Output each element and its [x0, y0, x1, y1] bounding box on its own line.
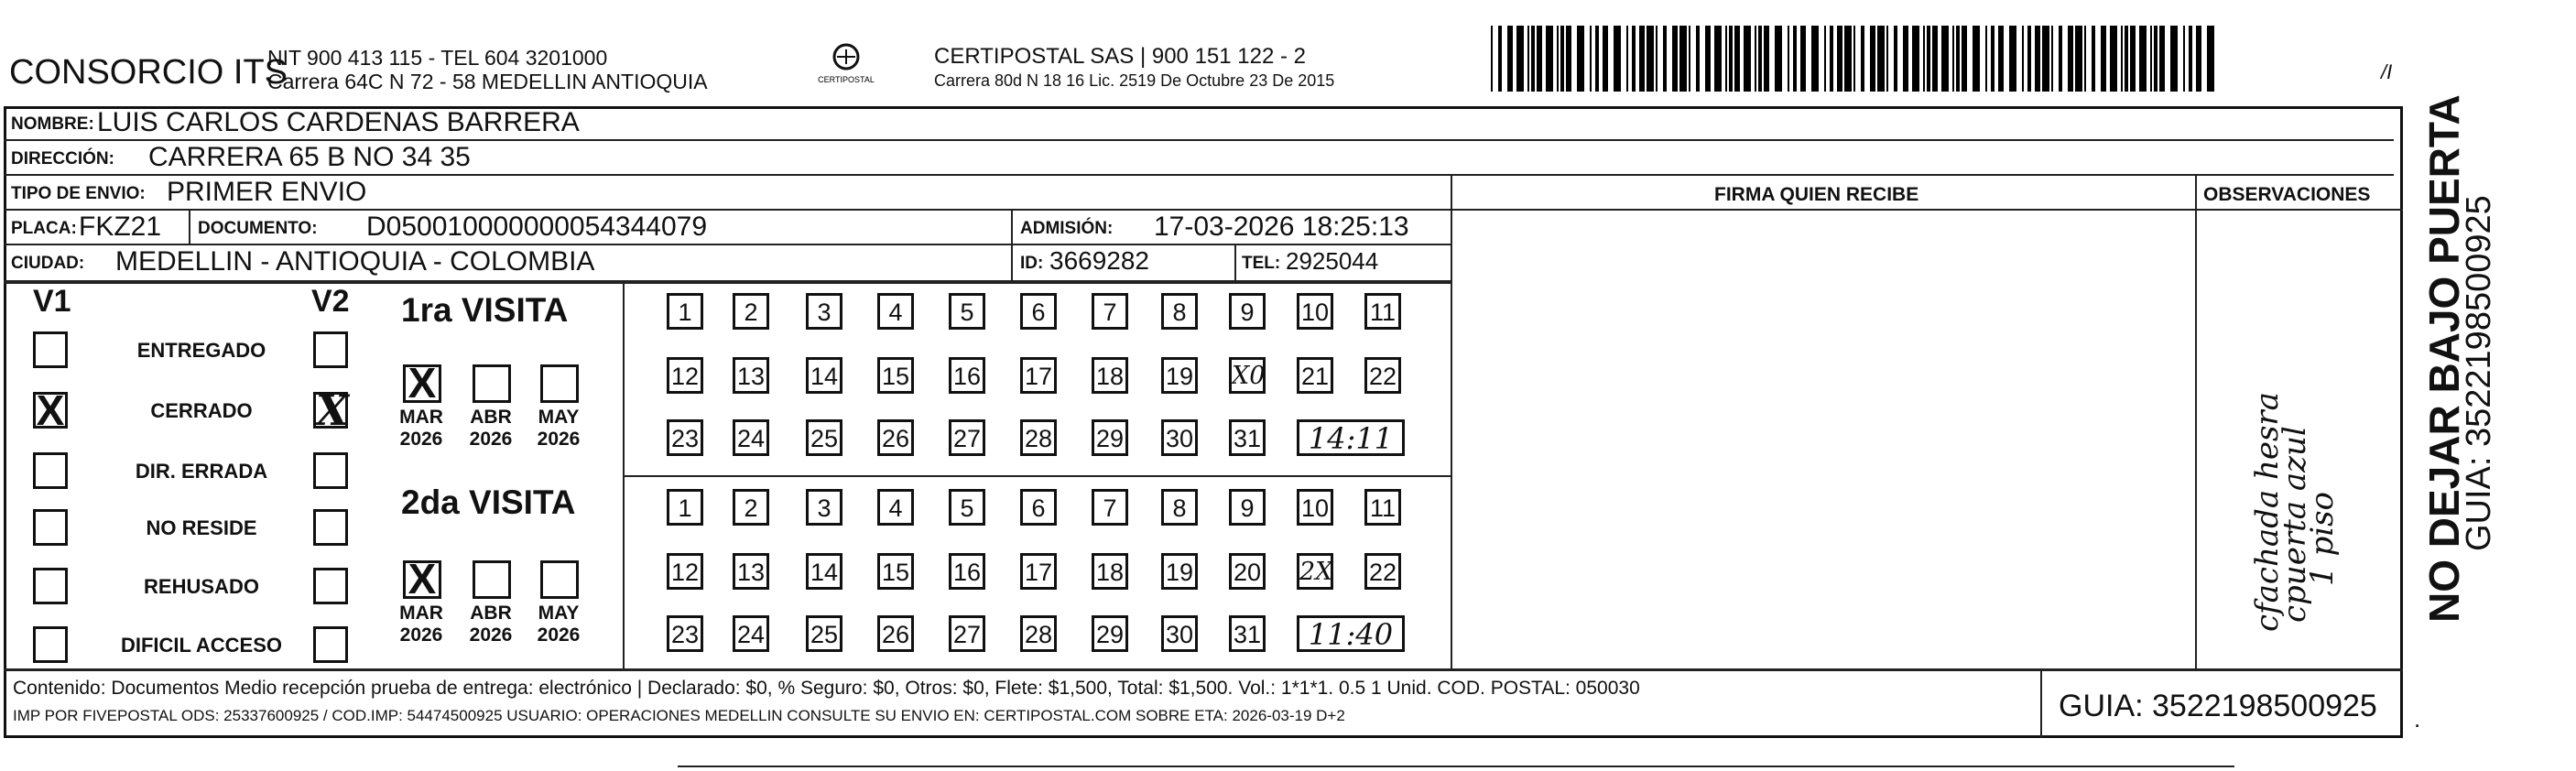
month-year: 2026	[537, 429, 581, 450]
visit1-title: 1ra VISITA	[401, 291, 569, 329]
day-box[interactable]: 15	[877, 553, 914, 590]
day-box[interactable]: 2	[733, 293, 769, 330]
day-box[interactable]: 16	[949, 357, 985, 394]
day-box[interactable]: 27	[949, 615, 985, 652]
month-label	[463, 407, 518, 451]
direccion-label: DIRECCIÓN:	[11, 149, 114, 168]
day-box[interactable]: 13	[733, 357, 769, 394]
side-guia: GUIA: 3522198500925	[2460, 195, 2498, 551]
status-label: DIFICIL ACCESO	[120, 634, 282, 657]
day-box[interactable]: 12	[667, 357, 703, 394]
status-v1-checkbox[interactable]	[33, 626, 68, 663]
month-label	[394, 603, 449, 646]
visit-time-box[interactable]: 14:11	[1297, 419, 1405, 456]
nombre-value: LUIS CARLOS CARDENAS BARRERA	[97, 107, 580, 137]
day-box[interactable]: 18	[1092, 357, 1128, 394]
month-name: ABR	[470, 603, 512, 624]
day-box[interactable]: 7	[1092, 489, 1128, 526]
month-checkbox[interactable]	[403, 359, 441, 407]
footer-contenido: Contenido: Documentos Medio recepción prueba de entrega: electrónico | Declarado: $0, % Seguro: $0, Otros: $0, Flete: $1,500, Total: $1,500. Vol.: 1*1*1. 0.5 1 Unid. COD. POSTAL: 050030	[13, 678, 1640, 699]
month-year: 2026	[469, 429, 513, 450]
day-box[interactable]: 23	[667, 419, 703, 456]
day-box[interactable]: 13	[733, 553, 769, 590]
id-label: ID:	[1020, 254, 1044, 273]
status-v2-checkbox[interactable]	[313, 568, 348, 604]
obs-line-3: 1 piso	[2304, 492, 2341, 586]
day-box[interactable]: 19	[1161, 357, 1198, 394]
day-box[interactable]: 28	[1020, 419, 1057, 456]
status-label: REHUSADO	[144, 575, 259, 598]
company-address: Carrera 64C N 72 - 58 MEDELLIN ANTIOQUIA	[267, 70, 708, 93]
status-v1-checkbox[interactable]	[33, 452, 68, 489]
month-year: 2026	[399, 624, 443, 646]
day-box[interactable]: 29	[1092, 615, 1128, 652]
certipostal-logo-icon	[813, 40, 879, 92]
day-box[interactable]: 2	[733, 489, 769, 526]
month-name: MAY	[538, 407, 580, 428]
day-box[interactable]: 14	[806, 357, 842, 394]
status-v2-checkbox[interactable]	[313, 331, 348, 368]
footer-dot: .	[2414, 705, 2421, 733]
status-label: ENTREGADO	[136, 339, 266, 362]
month-checkbox[interactable]	[473, 560, 511, 599]
nombre-label: NOMBRE:	[11, 114, 94, 134]
checkbox-mark: X	[316, 386, 349, 435]
day-box[interactable]: 12	[667, 553, 703, 590]
checkbox-mark: X	[36, 386, 65, 434]
day-box[interactable]: 6	[1020, 489, 1057, 526]
day-box[interactable]: 10	[1297, 293, 1333, 330]
day-box[interactable]: 10	[1297, 489, 1333, 526]
day-box[interactable]: 27	[949, 419, 985, 456]
observaciones-header: OBSERVACIONES	[2203, 184, 2371, 205]
v1-label: V1	[33, 284, 71, 319]
day-box[interactable]: 16	[949, 553, 985, 590]
tipo-envio-label: TIPO DE ENVIO:	[11, 184, 146, 203]
day-box[interactable]: 23	[667, 615, 703, 652]
tel-value: 2925044	[1286, 247, 1379, 275]
day-box[interactable]: 9	[1229, 489, 1266, 526]
day-box[interactable]: 29	[1092, 419, 1128, 456]
month-label	[394, 407, 449, 451]
month-label	[531, 603, 586, 646]
day-box[interactable]: 17	[1020, 553, 1057, 590]
logo-text: CERTIPOSTAL	[818, 75, 875, 84]
visit2-title: 2da VISITA	[401, 483, 576, 521]
day-box[interactable]: 5	[949, 489, 985, 526]
company-name: CONSORCIO ITS	[9, 53, 288, 92]
day-box[interactable]: 1	[667, 293, 703, 330]
day-box[interactable]: 30	[1161, 419, 1198, 456]
tel-label: TEL:	[1242, 254, 1281, 273]
day-box[interactable]: 25	[806, 615, 842, 652]
carrier-name: CERTIPOSTAL SAS | 900 151 122 - 2	[934, 44, 1306, 69]
day-box[interactable]: 31	[1229, 615, 1266, 652]
observaciones-handwriting	[2203, 238, 2341, 659]
direccion-value: CARRERA 65 B NO 34 35	[148, 142, 471, 172]
barcode	[1491, 26, 2223, 92]
day-box[interactable]: 9	[1229, 293, 1266, 330]
day-box[interactable]: 4	[877, 489, 914, 526]
margin-mark: /I	[2381, 60, 2393, 83]
obs-line-2: cpuerta azul	[2277, 426, 2313, 623]
status-v2-checkbox[interactable]	[313, 386, 349, 435]
footer-impresion: IMP POR FIVEPOSTAL ODS: 25337600925 / COD.IMP: 54474500925 USUARIO: OPERACIONES MEDELLIN CONSULTE SU ENVIO EN: CERTIPOSTAL.COM SOBRE ETA: 2026-03-19 D+2	[13, 707, 1345, 724]
month-label	[463, 603, 518, 646]
status-v1-checkbox[interactable]	[33, 386, 68, 434]
day-box[interactable]: 26	[877, 615, 914, 652]
day-box[interactable]: 7	[1092, 293, 1128, 330]
month-name: ABR	[470, 407, 512, 428]
day-box[interactable]: 11	[1364, 293, 1401, 330]
ciudad-value: MEDELLIN - ANTIOQUIA - COLOMBIA	[115, 246, 595, 277]
status-v2-checkbox[interactable]	[313, 452, 348, 489]
day-box[interactable]: 8	[1161, 489, 1198, 526]
month-year: 2026	[399, 429, 443, 450]
status-label: DIR. ERRADA	[135, 460, 268, 483]
day-box[interactable]: 22	[1364, 553, 1401, 590]
day-box[interactable]: 11	[1364, 489, 1401, 526]
month-checkbox[interactable]	[473, 364, 511, 403]
month-label	[531, 407, 586, 451]
footer-guia: GUIA: 3522198500925	[2059, 689, 2377, 723]
day-box[interactable]: 4	[877, 293, 914, 330]
carrier-address: Carrera 80d N 18 16 Lic. 2519 De Octubre 23 De 2015	[934, 71, 1335, 90]
firma-header: FIRMA QUIEN RECIBE	[1714, 184, 1919, 205]
month-name: MAY	[538, 603, 580, 624]
admision-value: 17-03-2026 18:25:13	[1154, 212, 1409, 242]
day-box[interactable]: 8	[1161, 293, 1198, 330]
day-box[interactable]: 2X	[1297, 553, 1333, 590]
day-box[interactable]: 24	[733, 419, 769, 456]
day-box[interactable]: 24	[733, 615, 769, 652]
day-box[interactable]: 21	[1297, 357, 1333, 394]
month-checkbox[interactable]	[540, 364, 579, 403]
day-box[interactable]: 5	[949, 293, 985, 330]
day-box[interactable]: 6	[1020, 293, 1057, 330]
day-box[interactable]: 22	[1364, 357, 1401, 394]
documento-label: DOCUMENTO:	[198, 219, 318, 238]
ciudad-label: CIUDAD:	[11, 254, 85, 273]
checkbox-mark: X	[408, 555, 437, 603]
side-warning: NO DEJAR BAJO PUERTA	[2420, 94, 2468, 623]
documento-value: D050010000000054344079	[366, 212, 708, 242]
day-box[interactable]: 17	[1020, 357, 1057, 394]
day-box[interactable]: X0	[1229, 357, 1266, 394]
month-year: 2026	[469, 624, 513, 646]
month-checkbox[interactable]	[403, 555, 441, 603]
status-label: NO RESIDE	[146, 516, 257, 539]
status-v1-checkbox[interactable]	[33, 331, 68, 368]
status-v2-checkbox[interactable]	[313, 509, 348, 546]
day-box[interactable]: 20	[1229, 553, 1266, 590]
day-box[interactable]: 28	[1020, 615, 1057, 652]
day-box[interactable]: 3	[806, 489, 842, 526]
id-value: 3669282	[1049, 246, 1150, 275]
visit-time-box[interactable]: 11:40	[1297, 615, 1405, 652]
placa-label: PLACA:	[11, 219, 77, 238]
company-nit: NIT 900 413 115 - TEL 604 3201000	[267, 46, 608, 70]
month-name: MAR	[399, 603, 443, 624]
tipo-envio-value: PRIMER ENVIO	[167, 177, 367, 207]
obs-line-1: cfachada hesra	[2249, 392, 2286, 632]
day-box[interactable]: 14	[806, 553, 842, 590]
admision-label: ADMISIÓN:	[1020, 219, 1114, 238]
checkbox-mark: X	[408, 359, 437, 407]
day-box[interactable]: 18	[1092, 553, 1128, 590]
month-year: 2026	[537, 624, 581, 646]
status-v2-checkbox[interactable]	[313, 626, 348, 663]
day-box[interactable]: 19	[1161, 553, 1198, 590]
status-v1-checkbox[interactable]	[33, 568, 68, 604]
month-checkbox[interactable]	[540, 560, 579, 599]
day-box[interactable]: 25	[806, 419, 842, 456]
day-box[interactable]: 1	[667, 489, 703, 526]
status-v1-checkbox[interactable]	[33, 509, 68, 546]
month-name: MAR	[399, 407, 443, 428]
day-box[interactable]: 30	[1161, 615, 1198, 652]
day-box[interactable]: 26	[877, 419, 914, 456]
day-box[interactable]: 31	[1229, 419, 1266, 456]
status-label: CERRADO	[150, 399, 253, 422]
day-box[interactable]: 15	[877, 357, 914, 394]
day-box[interactable]: 3	[806, 293, 842, 330]
placa-value: FKZ21	[79, 212, 162, 242]
v2-label: V2	[311, 284, 350, 319]
